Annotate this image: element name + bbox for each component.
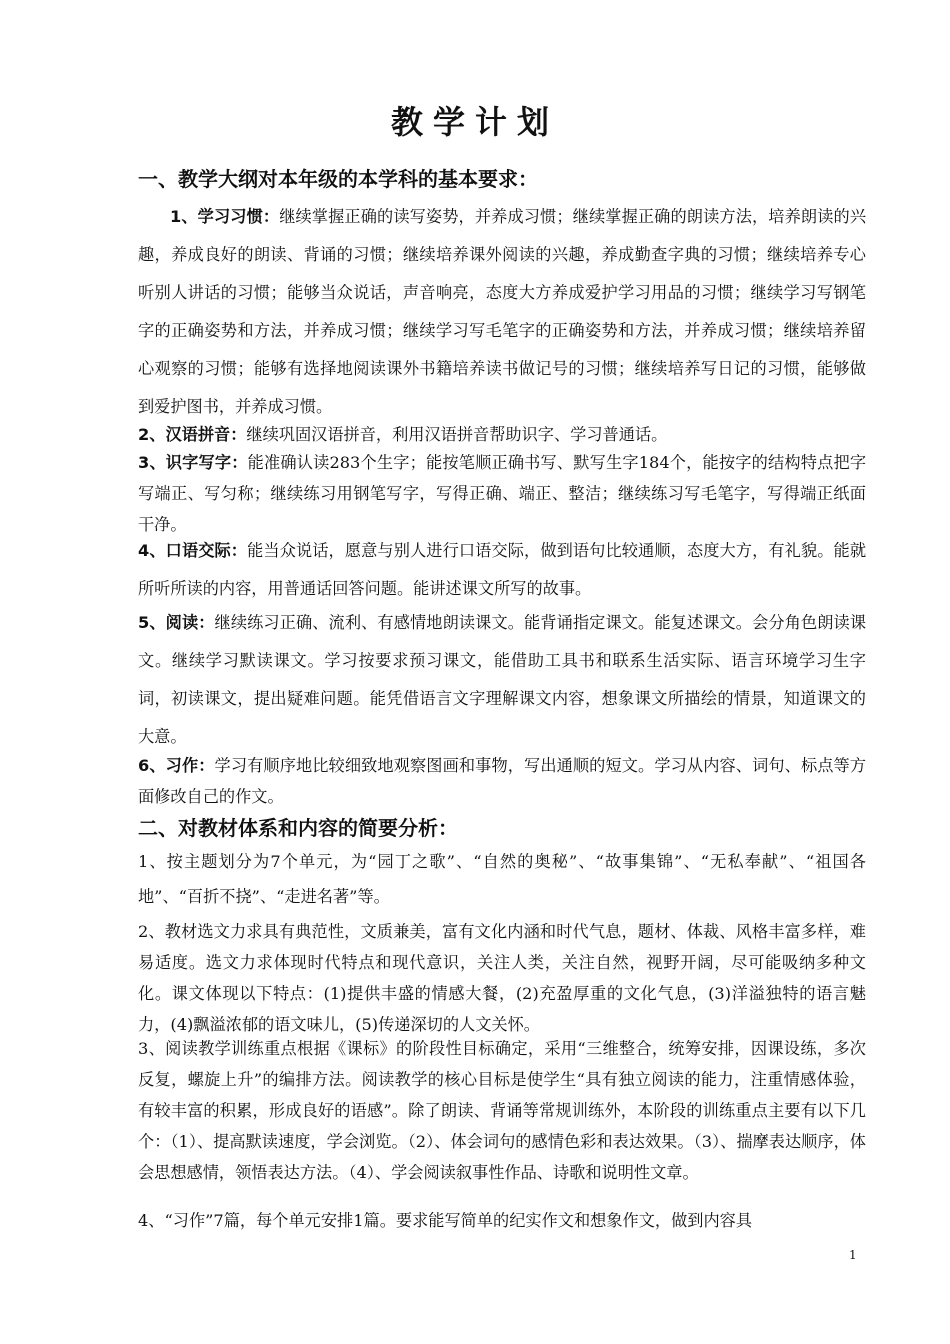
requirement-item-3 — [138, 447, 866, 540]
requirement-label: 1、学习习惯： — [170, 207, 280, 226]
requirement-text: 能当众说话，愿意与别人进行口语交际，做到语句比较通顺，态度大方，有礼貌。能就所听所读的内容，用普通话回答问题。能讲述课文所写的故事。 — [138, 541, 867, 598]
document-title: 教学计划 — [390, 103, 559, 141]
analysis-paragraph-4: 4、“习作”7篇，每个单元安排1篇。要求能写简单的纪实作文和想象作文，做到内容具 — [138, 1211, 753, 1230]
analysis-paragraph-2: 2、教材选文力求具有典范性，文质兼美，富有文化内涵和时代气息，题材、体裁、风格丰富多样，难易适度。选文力求体现时代特点和现代意识，关注人类，关注自然，视野开阔，尽可能吸纳多种文化。课文体现以下特点：(1)提供丰盛的情感大餐，(2)充盈厚重的文化气息，(3)洋溢独特的语言魅力，(4)飘溢浓郁的语文味儿，(5)传递深切的人文关怀。 — [138, 922, 866, 1034]
requirement-text: 能准确认读283个生字；能按笔顺正确书写、默写生字184个，能按字的结构特点把字写端正、写匀称；继续练习用钢笔写字，写得正确、端正、整洁；继续练习写毛笔字，写得端正纸面干净。 — [138, 453, 867, 534]
requirement-item-5 — [138, 604, 866, 756]
page-number: 1 — [849, 1248, 857, 1262]
requirement-text: 继续巩固汉语拼音，利用汉语拼音帮助识字、学习普通话。 — [246, 425, 668, 444]
section2-heading: 二、对教材体系和内容的简要分析： — [138, 816, 458, 840]
analysis-paragraph-1: 1、按主题划分为7个单元，为“园丁之歌”、“自然的奥秘”、“故事集锦”、“无私奉献”、“祖国各地”、“百折不挠”、“走进名著”等。 — [138, 852, 866, 906]
requirement-item-1 — [138, 198, 866, 426]
requirement-label: 4、口语交际： — [138, 541, 248, 560]
section1-heading: 一、教学大纲对本年级的本学科的基本要求： — [138, 167, 538, 191]
requirement-item-4 — [138, 532, 866, 608]
requirement-text: 继续掌握正确的读写姿势，并养成习惯；继续掌握正确的朗读方法，培养朗读的兴趣，养成良好的朗读、背诵的习惯；继续培养课外阅读的兴趣，养成勤查字典的习惯；继续培养专心听别人讲话的习惯；能够当众说话，声音响亮，态度大方养成爱护学习用品的习惯；继续学习写钢笔字的正确姿势和方法，并养成习惯；继续学习写毛笔字的正确姿势和方法，并养成习惯；继续培养留心观察的习惯；能够有选择地阅读课外书籍培养读书做记号的习惯；继续培养写日记的习惯，能够做到爱护图书，并养成习惯。 — [138, 207, 866, 416]
requirement-item-2 — [138, 419, 866, 450]
requirement-label: 5、阅读： — [138, 613, 215, 632]
requirement-text: 继续练习正确、流利、有感情地朗读课文。能背诵指定课文。能复述课文。会分角色朗读课文。继续学习默读课文。学习按要求预习课文，能借助工具书和联系生活实际、语言环境学习生字词，初读课文，提出疑难问题。能凭借语言文字理解课文内容，想象课文所描绘的情景，知道课文的大意。 — [138, 613, 867, 746]
requirement-label: 3、识字写字： — [138, 453, 248, 472]
requirement-item-6 — [138, 750, 866, 812]
requirement-text: 学习有顺序地比较细致地观察图画和事物，写出通顺的短文。学习从内容、词句、标点等方面修改自己的作文。 — [138, 756, 867, 806]
requirement-label: 6、习作： — [138, 756, 215, 775]
analysis-paragraph-3: 3、阅读教学训练重点根据《课标》的阶段性目标确定，采用“三维整合，统筹安排，因课设练，多次反复，螺旋上升”的编排方法。阅读教学的核心目标是使学生“具有独立阅读的能力，注重情感体验，有较丰富的积累，形成良好的语感”。除了朗读、背诵等常规训练外，本阶段的训练重点主要有以下几个：（1）、提高默读速度，学会浏览。（2）、体会词句的感情色彩和表达效果。（3）、揣摩表达顺序，体会思想感情，领悟表达方法。（4）、学会阅读叙事性作品、诗歌和说明性文章。 — [138, 1039, 866, 1182]
requirement-label: 2、汉语拼音： — [138, 425, 247, 444]
